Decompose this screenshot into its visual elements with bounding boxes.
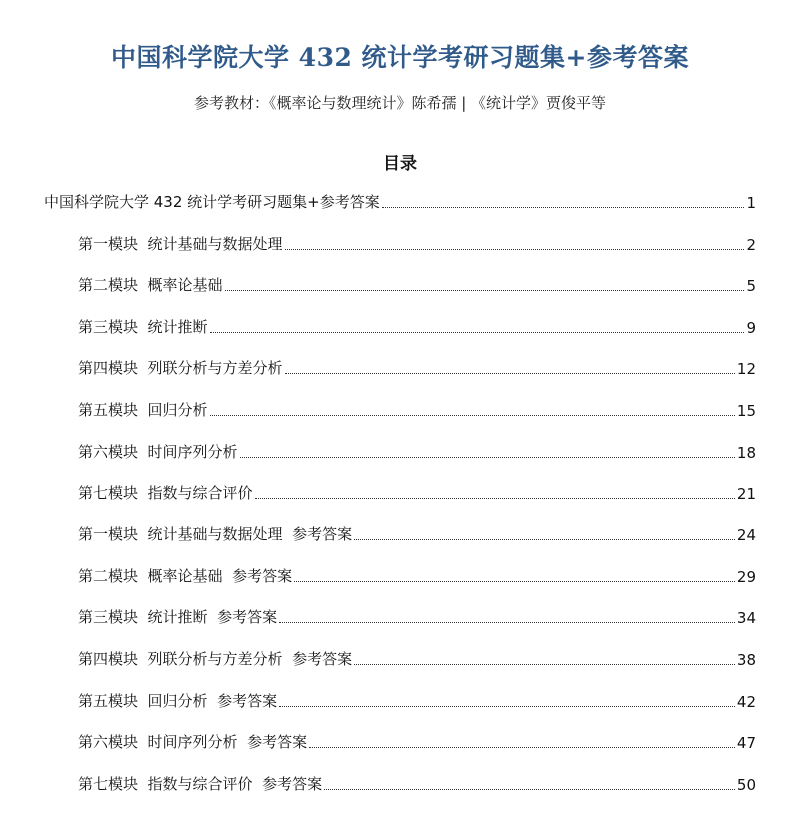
- toc-leader-dots: [294, 581, 735, 582]
- toc-entry-label: 第五模块 回归分析 参考答案: [78, 692, 278, 710]
- toc-entry-page: 24: [736, 526, 756, 544]
- toc-entry-page: 1: [746, 194, 756, 212]
- toc-leader-dots: [210, 415, 735, 416]
- toc-leader-dots: [210, 332, 745, 333]
- toc-leader-dots: [354, 664, 735, 665]
- toc-leader-dots: [285, 373, 735, 374]
- toc-entry-label: 第七模块 指数与综合评价: [78, 484, 253, 502]
- toc-entry-page: 38: [736, 651, 756, 669]
- toc-entry-page: 47: [736, 734, 756, 752]
- toc-leader-dots: [279, 622, 735, 623]
- toc-entry-page: 42: [736, 693, 756, 711]
- toc-entry[interactable]: [0, 273, 800, 295]
- toc-entry-label: 第三模块 统计推断 参考答案: [78, 608, 278, 626]
- toc-entry[interactable]: [0, 564, 800, 586]
- toc-entry[interactable]: [0, 190, 800, 212]
- toc-entry-label: 第四模块 列联分析与方差分析: [78, 359, 283, 377]
- toc-entry-page: 2: [746, 236, 756, 254]
- toc-entry-label: 第六模块 时间序列分析: [78, 443, 238, 461]
- toc-entry[interactable]: [0, 398, 800, 420]
- toc-leader-dots: [354, 539, 735, 540]
- toc-entry-page: 21: [736, 485, 756, 503]
- toc-entry-label: 中国科学院大学 432 统计学考研习题集+参考答案: [44, 193, 380, 211]
- toc-entry-label: 第一模块 统计基础与数据处理 参考答案: [78, 525, 353, 543]
- toc-entry[interactable]: [0, 689, 800, 711]
- toc-entry[interactable]: [0, 356, 800, 378]
- toc-entry-label: 第六模块 时间序列分析 参考答案: [78, 733, 308, 751]
- toc-leader-dots: [382, 207, 745, 208]
- toc-entry-page: 29: [736, 568, 756, 586]
- toc-entry-page: 50: [736, 776, 756, 794]
- toc-entry-label: 第二模块 概率论基础: [78, 276, 223, 294]
- toc-entry-page: 9: [746, 319, 756, 337]
- toc-leader-dots: [285, 249, 745, 250]
- toc-entry-label: 第七模块 指数与综合评价 参考答案: [78, 775, 323, 793]
- toc-entry-label: 第四模块 列联分析与方差分析 参考答案: [78, 650, 353, 668]
- toc-entry-label: 第一模块 统计基础与数据处理: [78, 235, 283, 253]
- toc-entry[interactable]: [0, 605, 800, 627]
- document-subtitle: 参考教材：《概率论与数理统计》陈希孺 | 《统计学》贾俊平等: [193, 94, 607, 112]
- toc-entry[interactable]: [0, 647, 800, 669]
- toc-entry-page: 15: [736, 402, 756, 420]
- toc-entry-page: 34: [736, 609, 756, 627]
- toc-entry-label: 第五模块 回归分析: [78, 401, 208, 419]
- toc-entry[interactable]: [0, 232, 800, 254]
- toc-entry-page: 5: [746, 277, 756, 295]
- toc-leader-dots: [279, 706, 735, 707]
- document-title: 中国科学院大学 432 统计学考研习题集+参考答案: [110, 43, 690, 72]
- toc-entry-page: 12: [736, 360, 756, 378]
- toc-entry-page: 18: [736, 444, 756, 462]
- toc-entry-label: 第三模块 统计推断: [78, 318, 208, 336]
- toc-entry[interactable]: [0, 315, 800, 337]
- toc-entry[interactable]: [0, 481, 800, 503]
- toc-leader-dots: [225, 290, 745, 291]
- toc-leader-dots: [240, 457, 735, 458]
- toc-entry[interactable]: [0, 440, 800, 462]
- toc-entry[interactable]: [0, 772, 800, 794]
- toc-leader-dots: [309, 747, 735, 748]
- toc-heading: 目录: [383, 154, 417, 174]
- toc-entry-label: 第二模块 概率论基础 参考答案: [78, 567, 293, 585]
- toc-entry[interactable]: [0, 730, 800, 752]
- toc-leader-dots: [324, 789, 735, 790]
- toc-leader-dots: [255, 498, 735, 499]
- toc-entry[interactable]: [0, 522, 800, 544]
